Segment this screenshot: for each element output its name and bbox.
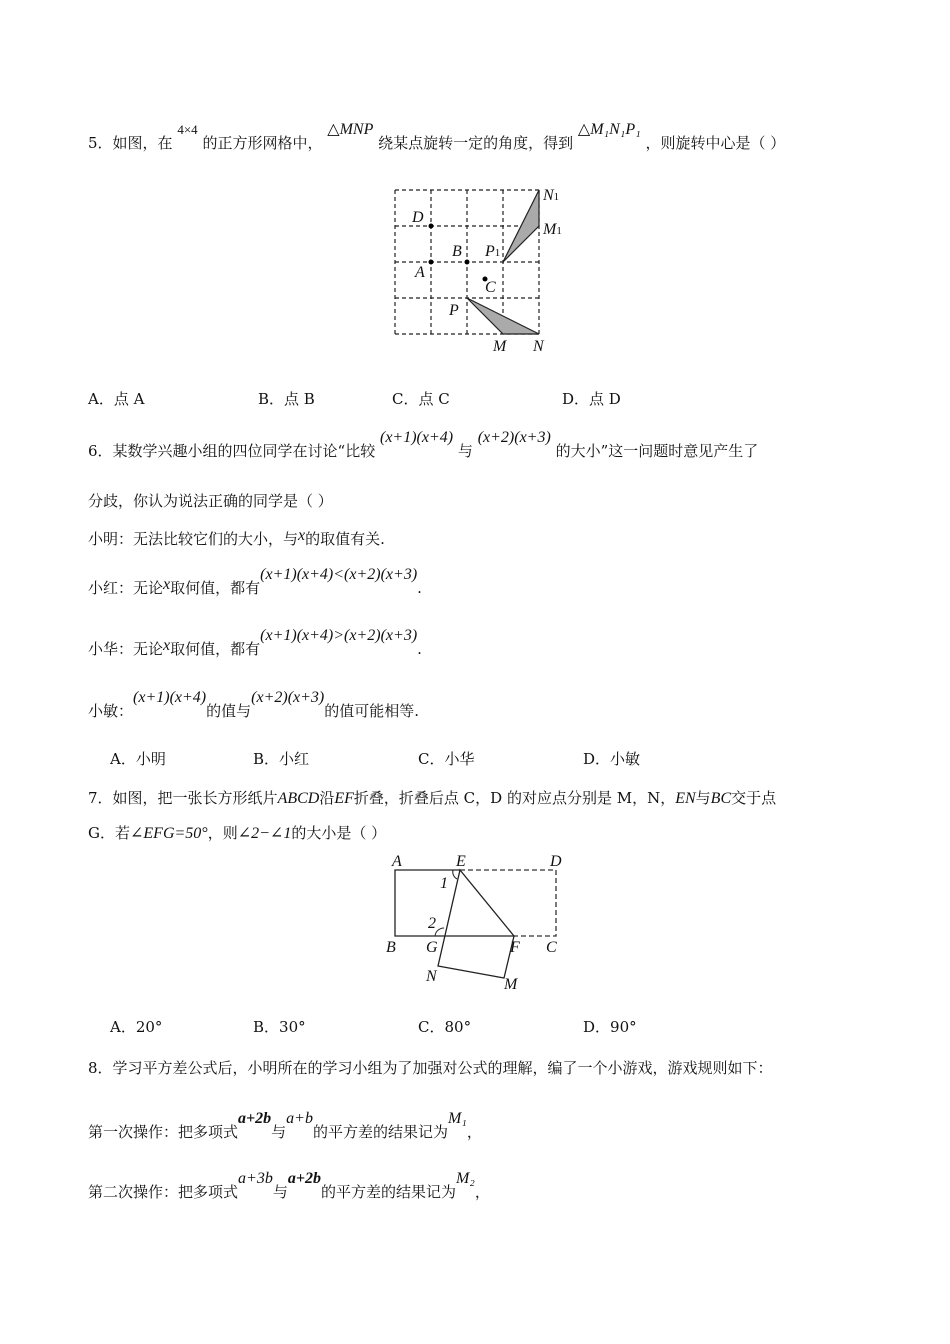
q5-option-c[interactable]: C．点 C: [392, 390, 450, 408]
label-e: E: [456, 853, 466, 870]
label-c: C: [485, 279, 496, 296]
label-n: N: [426, 968, 437, 985]
q7-option-c[interactable]: C．80°: [418, 1018, 472, 1036]
grid-size: 4×4: [177, 122, 198, 137]
label-n: N: [533, 338, 544, 355]
q7-fold-figure: [380, 848, 580, 993]
q6-stem-line1: 6．某数学兴趣小组的四位同学在讨论“比较 (x+1)(x+4) 与 (x+2)(x+3) 的大小”这一问题时意见产生了: [88, 429, 759, 460]
q6-statement-xiaomin: 小敏：(x+1)(x+4)的值与(x+2)(x+3)的值可能相等.: [88, 689, 420, 720]
label-d: D: [550, 853, 562, 870]
point-b: [465, 260, 470, 265]
q7-stem-line1: 7．如图，把一张长方形纸片ABCD沿EF折叠，折叠后点 C，D 的对应点分别是 M，N，EN与BC交于点: [88, 789, 777, 807]
q8-stem: 8．学习平方差公式后，小明所在的学习小组为了加强对公式的理解，编了一个小游戏，游戏规则如下：: [88, 1059, 773, 1077]
label-p: P: [449, 302, 459, 319]
q6-option-d[interactable]: D．小敏: [583, 750, 641, 768]
triangle-m1n1p1: △M₁N₁P₁: [577, 121, 641, 138]
q6-statement-xiaoming: 小明：无法比较它们的大小，与x的取值有关.: [88, 527, 385, 548]
folded-flap: [438, 870, 514, 978]
q7-option-a[interactable]: A．20°: [110, 1018, 163, 1036]
label-d: D: [412, 209, 424, 226]
point-d: [429, 224, 434, 229]
q7-option-d[interactable]: D．90°: [583, 1018, 637, 1036]
angle-2-label: 2: [428, 915, 436, 932]
label-b: B: [386, 939, 396, 956]
label-f: F: [510, 939, 520, 956]
q6-option-c[interactable]: C．小华: [418, 750, 475, 768]
triangle-mnp: △MNP: [327, 121, 374, 138]
label-m: M: [504, 976, 518, 993]
angle-1-label: 1: [440, 875, 448, 892]
q5-option-d[interactable]: D．点 D: [562, 390, 621, 408]
q5-grid-figure: [385, 180, 575, 360]
q6-statement-xiaohong: 小红：无论x取何值，都有(x+1)(x+4)<(x+2)(x+3).: [88, 566, 422, 597]
label-n1: N1: [543, 187, 560, 204]
q6-stem-line2: 分歧，你认为说法正确的同学是（ ）: [88, 492, 333, 510]
q7-option-b[interactable]: B．30°: [253, 1018, 306, 1036]
label-m1: M1: [543, 221, 562, 238]
point-a: [429, 260, 434, 265]
label-p1: P1: [485, 243, 501, 260]
q6-option-b[interactable]: B．小红: [253, 750, 310, 768]
q8-operation-1: 第一次操作：把多项式a+2b与a+b的平方差的结果记为M₁，: [88, 1110, 482, 1141]
label-m: M: [493, 338, 507, 355]
q5-option-a[interactable]: A．点 A: [88, 390, 145, 408]
q8-operation-2: 第二次操作：把多项式a+3b与a+2b的平方差的结果记为M₂，: [88, 1170, 490, 1201]
label-a: A: [415, 264, 425, 281]
q6-statement-xiaohua: 小华：无论x取何值，都有(x+1)(x+4)>(x+2)(x+3).: [88, 627, 422, 658]
label-b: B: [452, 243, 462, 260]
q7-stem-line2: G．若∠EFG=50°，则∠2−∠1的大小是（ ）: [88, 824, 387, 842]
label-c: C: [546, 939, 557, 956]
label-a: A: [392, 853, 402, 870]
q6-option-a[interactable]: A．小明: [110, 750, 166, 768]
q5-stem: 5．如图，在 4×4 的正方形网格中， △MNP 绕某点旋转一定的角度，得到 △M₁N₁P₁ ，则旋转中心是（ ）: [88, 121, 786, 152]
q5-option-b[interactable]: B．点 B: [258, 390, 315, 408]
label-g: G: [426, 939, 438, 956]
